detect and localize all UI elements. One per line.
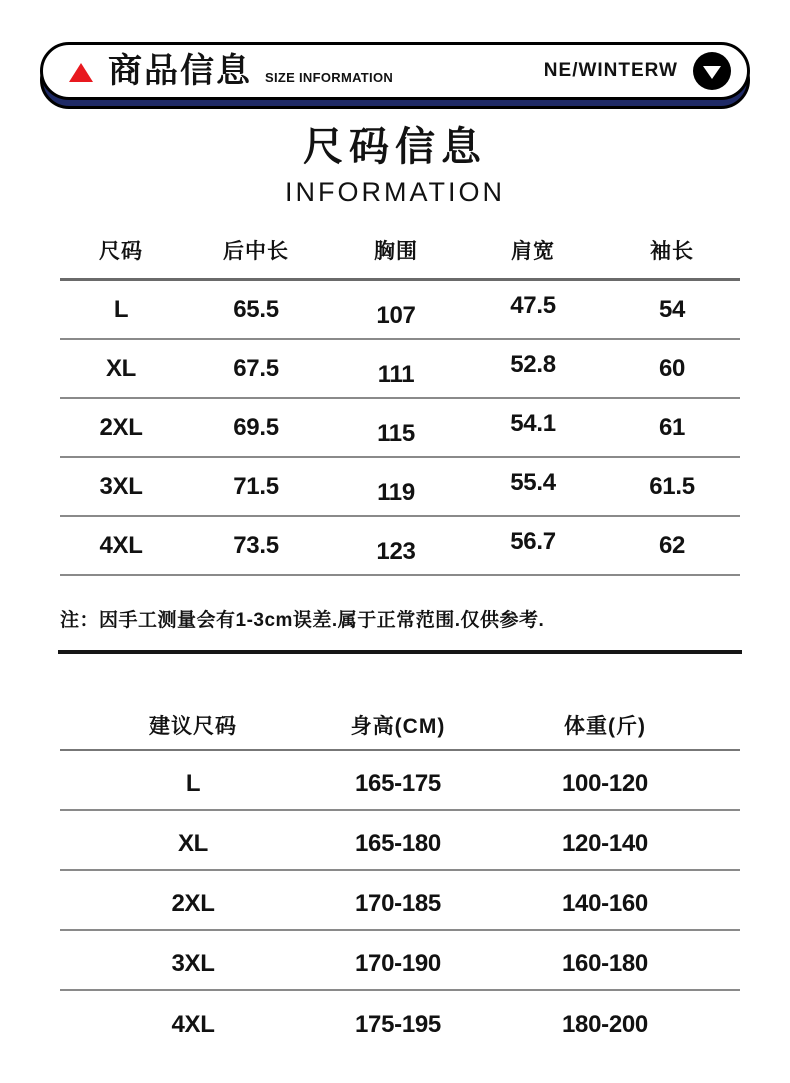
measure-value: 73.5 bbox=[233, 531, 279, 559]
size-table-header bbox=[60, 222, 740, 281]
table-row bbox=[60, 871, 740, 931]
header-pill bbox=[40, 42, 750, 100]
measure-value: 107 bbox=[376, 301, 416, 329]
header bbox=[40, 42, 750, 100]
column-header: 胸围 bbox=[374, 240, 418, 264]
measure-value: 54 bbox=[658, 295, 686, 323]
weight-range: 100-120 bbox=[562, 769, 648, 797]
table-row bbox=[60, 931, 740, 991]
column-header: 尺码 bbox=[99, 240, 143, 264]
size-label: 4XL bbox=[171, 1010, 215, 1038]
suggest-table bbox=[60, 702, 740, 1051]
size-label: 3XL bbox=[99, 472, 143, 500]
weight-range: 180-200 bbox=[562, 1010, 648, 1038]
size-label: 2XL bbox=[99, 413, 143, 441]
size-label: L bbox=[113, 295, 129, 323]
weight-range: 140-160 bbox=[562, 889, 648, 917]
measure-value: 47.5 bbox=[510, 291, 556, 319]
measure-value: 60 bbox=[658, 354, 686, 382]
size-label: 2XL bbox=[171, 889, 215, 917]
table-row bbox=[60, 458, 740, 517]
table-row bbox=[60, 751, 740, 811]
header-subtitle: SIZE INFORMATION bbox=[265, 69, 394, 85]
table-row bbox=[60, 399, 740, 458]
measure-value: 55.4 bbox=[510, 468, 556, 496]
size-label: 4XL bbox=[99, 531, 143, 559]
measure-value: 69.5 bbox=[233, 413, 279, 441]
measure-value: 54.1 bbox=[510, 409, 556, 437]
table-row bbox=[60, 991, 740, 1051]
suggest-table-header bbox=[60, 702, 740, 751]
height-range: 170-190 bbox=[355, 949, 441, 977]
measure-value: 62 bbox=[658, 531, 686, 559]
column-header: 建议尺码 bbox=[149, 715, 237, 739]
height-range: 165-175 bbox=[355, 769, 441, 797]
measure-value: 119 bbox=[377, 478, 415, 506]
measure-value: 123 bbox=[376, 537, 416, 565]
table-row bbox=[60, 340, 740, 399]
measure-value: 65.5 bbox=[233, 295, 279, 323]
size-table bbox=[60, 222, 740, 576]
measure-value: 67.5 bbox=[233, 354, 279, 382]
size-label: XL bbox=[177, 829, 209, 857]
size-label: XL bbox=[105, 354, 137, 382]
measure-value: 56.7 bbox=[510, 527, 556, 555]
column-header: 袖长 bbox=[650, 240, 694, 264]
weight-range: 160-180 bbox=[562, 949, 648, 977]
measure-value: 61 bbox=[658, 413, 686, 441]
measure-value: 61.5 bbox=[649, 472, 695, 500]
height-range: 165-180 bbox=[355, 829, 441, 857]
size-label: L bbox=[185, 769, 201, 797]
page-subtitle: INFORMATION bbox=[285, 177, 505, 207]
header-title: 商品信息 bbox=[108, 52, 252, 90]
red-triangle-up-icon bbox=[69, 63, 93, 82]
height-range: 175-195 bbox=[355, 1010, 441, 1038]
measurement-note: 注：因手工测量会有1-3cm误差.属于正常范围.仅供参考. bbox=[60, 610, 545, 632]
triangle-down-icon bbox=[703, 66, 721, 79]
page-title: 尺码信息 bbox=[303, 125, 487, 169]
table-row bbox=[60, 281, 740, 340]
arrow-circle bbox=[693, 52, 731, 90]
table-row bbox=[60, 517, 740, 576]
measure-value: 71.5 bbox=[233, 472, 279, 500]
measure-value: 115 bbox=[377, 419, 415, 447]
weight-range: 120-140 bbox=[562, 829, 648, 857]
brand-label: NE/WINTERW bbox=[543, 60, 678, 81]
size-label: 3XL bbox=[171, 949, 215, 977]
table-row bbox=[60, 811, 740, 871]
measure-value: 52.8 bbox=[510, 350, 556, 378]
height-range: 170-185 bbox=[355, 889, 441, 917]
column-header: 身高(CM) bbox=[350, 715, 446, 739]
divider-line bbox=[58, 650, 742, 654]
column-header: 肩宽 bbox=[511, 240, 555, 264]
measure-value: 111 bbox=[377, 360, 415, 388]
column-header: 体重(斤) bbox=[564, 715, 646, 739]
column-header: 后中长 bbox=[223, 240, 289, 264]
